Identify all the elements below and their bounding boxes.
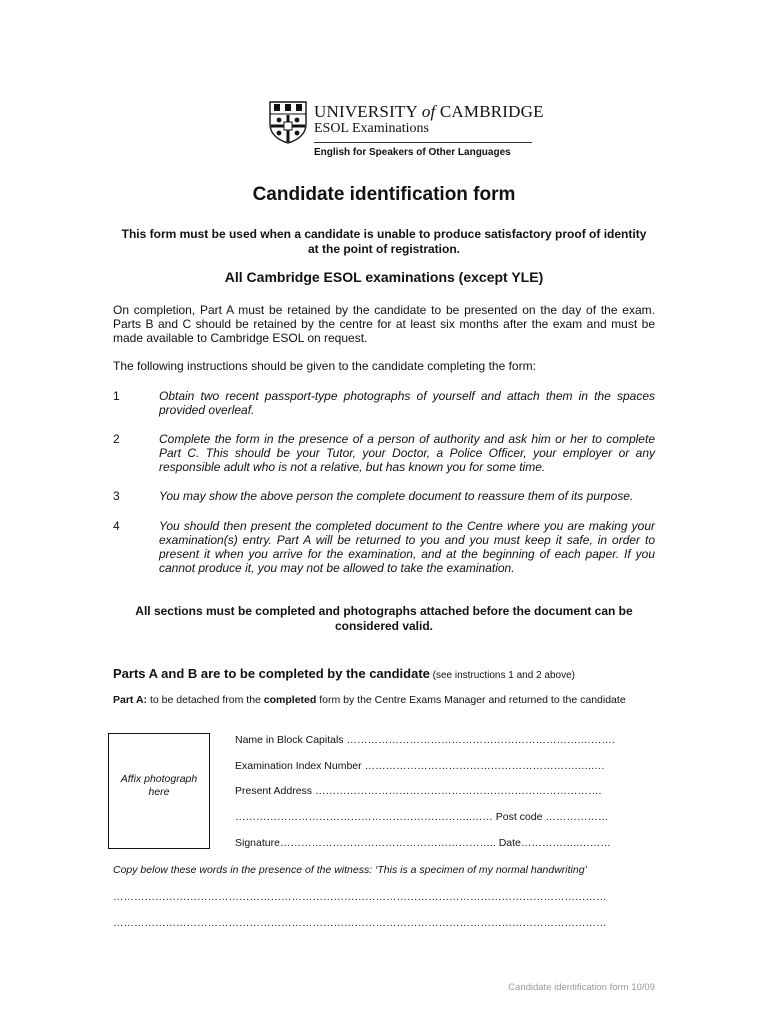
cambridge-esol-logo [268,100,544,160]
handwriting-instruction: Copy below these words in the presence of the witness: ‘This is a specimen of my normal handwriting’ [113,864,587,876]
address-postcode-field[interactable]: …………………………………………………………..…… Post code ……………… [235,811,609,823]
form-intro: This form must be used when a candidate is unable to produce satisfactory proof of identity at the point of registration. [121,227,647,256]
instruction-number: 1 [113,389,120,403]
address-field[interactable]: Present Address ………………………………………………………………………. [235,785,602,797]
completion-paragraph: On completion, Part A must be retained by the candidate to be presented on the day of the exam. Parts B and C should be retained by the centre for at least six months after the exam and must be made available to Cambridge ESOL on request. [113,303,655,345]
cambridge-crest-icon [268,100,308,144]
name-field[interactable]: Name in Block Capitals ………………………………………………………….………. [235,734,615,746]
esol-examinations: ESOL Examinations [314,121,429,136]
photograph-box[interactable] [108,733,210,849]
instruction-number: 3 [113,489,120,503]
instruction-text: Obtain two recent passport-type photographs of yourself and attach them in the spaces provided overleaf. [159,389,655,417]
signature-date-field[interactable]: Signature…………………………………………………….. Date……………..……… [235,837,611,849]
footer-reference: Candidate identification form 10/09 [508,982,655,993]
logo-divider [314,142,532,143]
instruction-text: Complete the form in the presence of a person of authority and ask him or her to complete Part C. This should be your Tutor, your Doctor, a Police Officer, your employer or any responsible adult who is not a relative, but has known you for some time. [159,432,655,474]
handwriting-line-1[interactable]: …………………………………………………………………………………………………………………………… [113,891,607,903]
instruction-text: You may show the above person the complete document to reassure them of its purpose. [159,489,634,503]
logo-tagline: English for Speakers of Other Languages [314,147,511,158]
index-number-field[interactable]: Examination Index Number …………………………………………………….….…. [235,760,605,772]
parts-heading: Parts A and B are to be completed by the candidate (see instructions 1 and 2 above) [113,666,575,681]
form-subtitle: All Cambridge ESOL examinations (except YLE) [224,269,544,285]
validity-notice: All sections must be completed and photographs attached before the document can be considered valid. [135,604,633,633]
part-a-description: Part A: to be detached from the completed form by the Centre Exams Manager and returned to the candidate [113,694,626,706]
instructions-intro: The following instructions should be given to the candidate completing the form: [113,359,536,373]
instruction-text: You should then present the completed document to the Centre where you are making your examination(s) entry. Part A will be returned to you and you must keep it safe, in order to present it when you arrive for the examination, and at the beginning of each paper. If you cannot produce it, you may not be allowed to take the examination. [159,519,655,575]
university-name: UNIVERSITY of CAMBRIDGE [314,102,544,121]
handwriting-line-2[interactable]: …………………………………………………………………………………………………………………………… [113,917,607,929]
instruction-number: 4 [113,519,120,533]
instruction-number: 2 [113,432,120,446]
form-title: Candidate identification form [252,184,516,205]
photograph-label: Affix photograph here [120,773,198,798]
